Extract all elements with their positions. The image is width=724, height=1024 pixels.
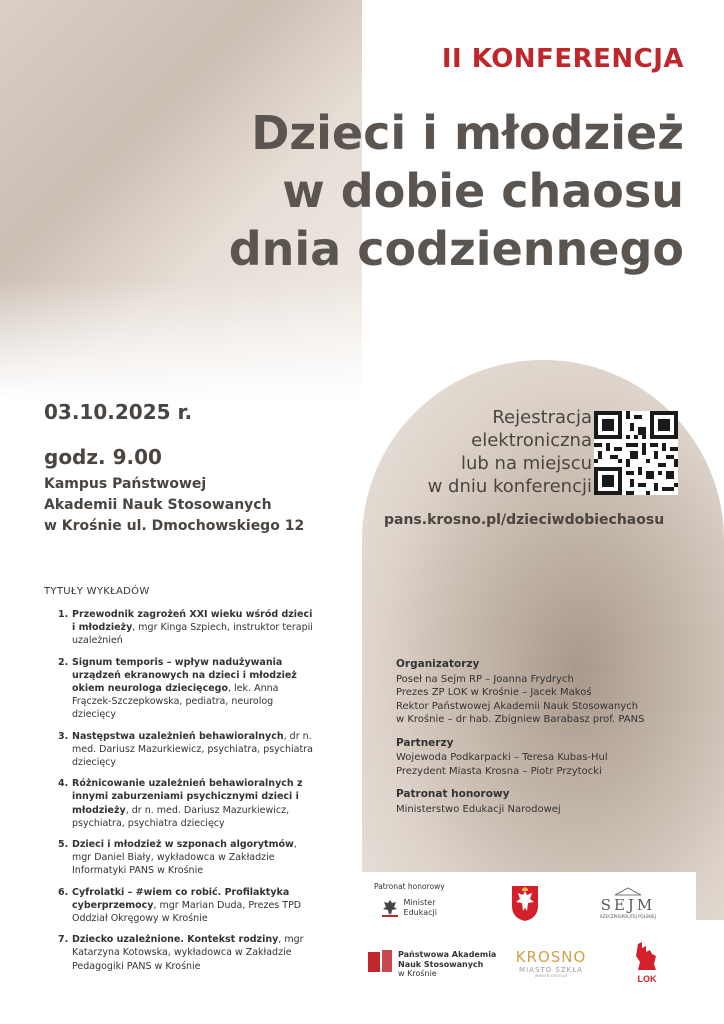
lecture-speaker: , mgr Katarzyna Kotowska, wykładowca w Zakładzie Pedagogiki PANS w Krośnie [72,934,304,972]
lecture-item [44,777,314,830]
registration-line: w dniu konferencji [427,476,592,497]
lecture-speaker: , dr n. med. Dariusz Mazurkiewicz, psychiatra, psychiatra dziecięcy [72,730,313,769]
lecture-number: 1. [58,609,69,620]
sejm-building-icon [613,886,643,896]
krosno-logo [508,948,594,979]
title-line: dnia codziennego [228,222,684,276]
organizers-header: Organizatorzy [396,658,480,670]
krosno-url: www.krosno.pl [534,974,568,979]
lecture-title: Dziecko uzależnione. Kontekst rodziny [72,934,279,946]
organizer-line: w Krośnie – dr hab. Zbigniew Barabasz prof. PANS [396,714,645,725]
organizer-line: Poseł na Sejm RP – Joanna Frydrych [396,673,574,685]
lectures-header: TYTUŁY WYKŁADÓW [44,586,150,597]
lecture-item [44,608,314,648]
partner-line: Wojewoda Podkarpacki – Teresa Kubas-Hul [396,752,608,763]
registration-info [380,406,592,498]
lecture-title: Dzieci i młodzież w szponach algorytmów [72,839,294,851]
honor-line: Ministerstwo Edukacji Narodowej [396,803,561,815]
lecture-item [44,838,314,878]
lecture-number: 2. [58,656,69,668]
pans-line: w Krośnie [398,969,437,978]
place-line: Akademii Nauk Stosowanych [44,497,272,513]
lecture-number: 4. [58,778,69,790]
registration-line: lub na miejscu [460,453,592,474]
lecture-title: Następstwa uzależnień behawioralnych [72,730,284,742]
lecture-speaker: , mgr Kinga Szpiech, instruktor terapii uzależnień [72,622,313,647]
partners-header: Partnerzy [396,736,454,749]
logos-panel [362,872,696,1010]
lecture-title: Signum temporis – wpływ nadużywania urządzeń ekranowych na dzieci i młodzież okiem neurologa dziecięcego [72,656,297,695]
sejm-logo [598,886,658,919]
qr-code-icon[interactable] [594,411,678,495]
eagle-icon [382,899,398,917]
organizers-section [396,658,706,816]
minister-line: Edukacji [403,908,437,917]
place-line: Kampus Państwowej [44,476,207,492]
registration-line: Rejestracja [492,407,592,428]
lecture-number: 7. [58,934,69,946]
lecture-speaker: , mgr Daniel Biały, wykładowca w Zakładzie Informatyki PANS w Krośnie [72,839,297,877]
pans-line: Nauk Stosowanych [398,959,484,969]
lectures-list [44,608,314,981]
lecture-title: Przewodnik zagrożeń XXI wieku wśród dzieci i młodzieży [72,609,313,634]
krosno-sub: MIASTO SZKŁA [519,966,583,974]
title-line: w dobie chaosu [282,164,684,218]
pans-mark-icon [366,948,394,974]
page-title [229,104,684,278]
lok-label: LOK [637,974,657,984]
lecture-speaker: , lek. Anna Frączek-Szczepkowska, pediatra, neurolog dziecięcy [72,683,279,721]
event-date: 03.10.2025 r. [44,400,193,424]
lecture-number: 6. [58,886,69,898]
registration-line: elektroniczna [471,430,592,451]
krosno-main: KROSNO [515,948,587,966]
lecture-speaker: , mgr Marian Duda, Prezes TPD Oddział Okręgowy w Krośnie [72,899,302,925]
registration-link[interactable]: pans.krosno.pl/dzieciwdobiechaosu [384,512,665,528]
event-place [44,474,304,537]
minister-logo [382,898,437,918]
event-time: godz. 9.00 [44,445,162,469]
pans-line: Państwowa Akademia [398,950,497,959]
sejm-mark: SEJM [600,896,656,914]
place-line: w Krośnie ul. Dmochowskiego 12 [44,518,305,534]
conference-label: II KONFERENCJA [441,44,684,74]
lecture-item [44,656,314,722]
honor-header: Patronat honorowy [396,788,510,800]
organizer-line: Rektor Państwowej Akademii Nauk Stosowanych [396,700,639,712]
lecture-title: Różnicowanie uzależnień behawioralnych z innymi zaburzeniami psychicznymi dzieci i młodzieży [72,778,303,816]
patronat-label: Patronat honorowy [374,882,445,891]
lecture-number: 5. [58,839,69,851]
lecture-item [44,730,314,770]
poland-emblem-icon [510,884,540,922]
organizer-line: Prezes ZP LOK w Krośnie – Jacek Makoś [396,687,592,698]
lok-logo [632,940,662,986]
minister-line: Minister [403,898,436,907]
partner-line: Prezydent Miasta Krosna – Piotr Przytocki [396,765,602,777]
lecture-number: 3. [58,730,69,742]
lecture-speaker: , dr n. med. Dariusz Mazurkiewicz, psychiatra, psychiatra dziecięcy [72,804,290,829]
sejm-sub: RZECZPOSPOLITEJ POLSKIEJ [600,914,656,919]
lecture-item [44,933,314,973]
lecture-title: Cyfrolatki – #wiem co robić. Profilaktyka cyberprzemocy [72,886,290,911]
lecture-item [44,886,314,926]
title-line: Dzieci i młodzież [251,106,684,160]
